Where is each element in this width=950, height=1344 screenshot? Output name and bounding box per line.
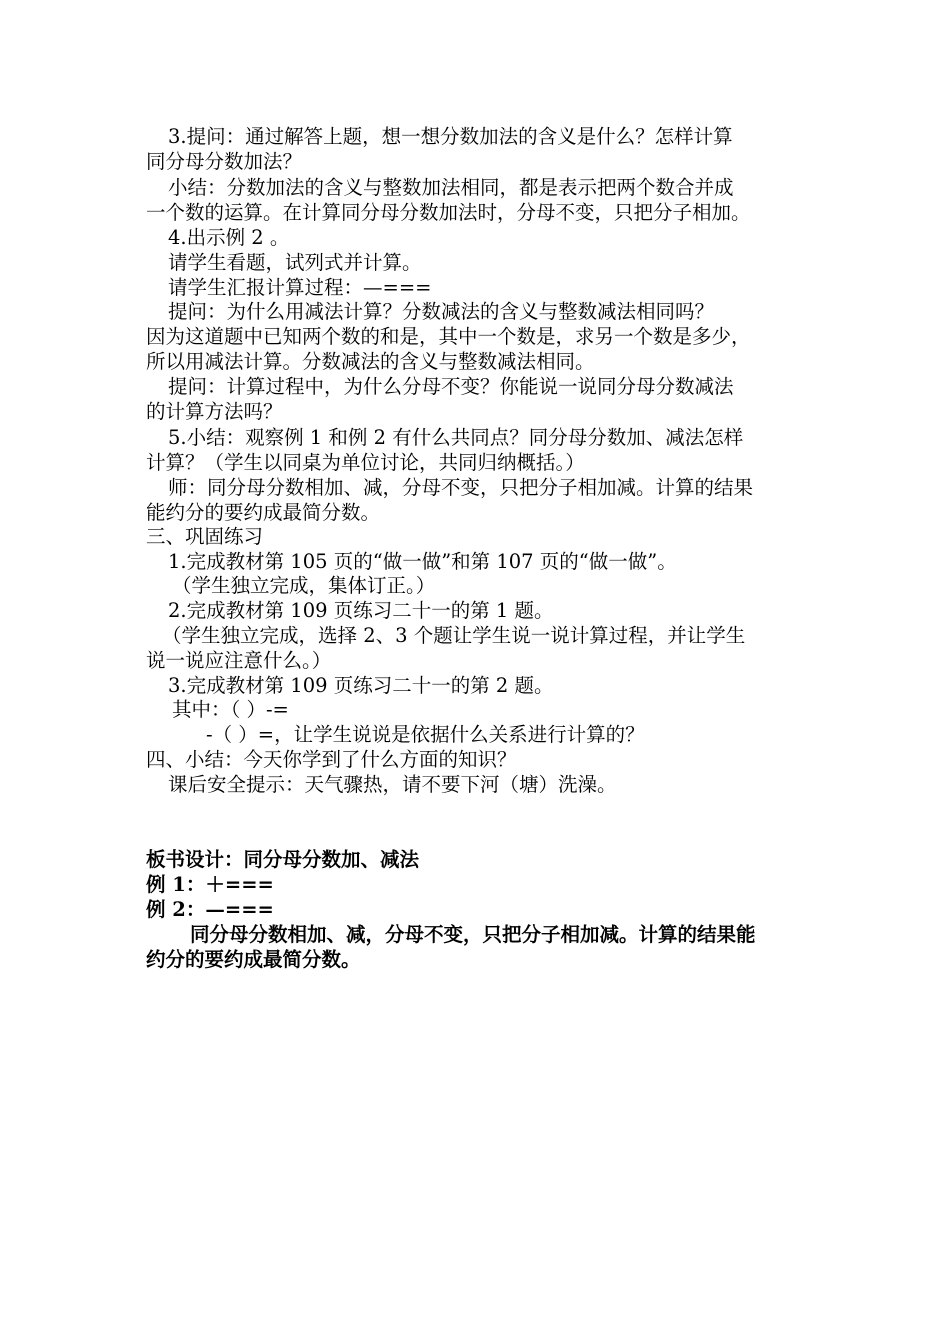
text-line: 3.提问：通过解答上题，想一想分数加法的含义是什么？怎样计算 <box>168 125 733 148</box>
board-summary-line: 约分的要约成最简分数。 <box>146 948 361 971</box>
board-summary-line: 同分母分数相加、减，分母不变，只把分子相加减。计算的结果能 <box>190 923 756 946</box>
text-line: 3.完成教材第 109 页练习二十一的第 2 题。 <box>168 674 554 697</box>
section-heading: 三、巩固练习 <box>146 525 264 548</box>
text-line: 所以用减法计算。分数减法的含义与整数减法相同。 <box>146 350 595 373</box>
text-line: 5.小结：观察例 1 和例 2 有什么共同点？同分母分数加、减法怎样 <box>168 426 744 449</box>
text-line: -（ ）=，让学生说说是依据什么关系进行计算的？ <box>206 723 645 746</box>
text-line: 同分母分数加法？ <box>146 150 303 173</box>
board-example-2: 例 2：—=== <box>146 898 274 921</box>
board-example-1: 例 1：＋=== <box>146 873 274 896</box>
text-line: 请学生看题，试列式并计算。 <box>168 251 422 274</box>
text-line: 说一说应注意什么。） <box>146 649 332 672</box>
text-line: 师：同分母分数相加、减，分母不变，只把分子相加减。计算的结果 <box>168 476 754 499</box>
text-line: 课后安全提示：天气骤热，请不要下河（塘）洗澡。 <box>168 773 617 796</box>
board-design-title: 板书设计：同分母分数加、减法 <box>146 848 420 871</box>
text-line: 1.完成教材第 105 页的“做一做”和第 107 页的“做一做”。 <box>168 550 677 573</box>
text-line: 2.完成教材第 109 页练习二十一的第 1 题。 <box>168 599 554 622</box>
text-line: 其中：（ ）-= <box>172 698 289 721</box>
text-line: 能约分的要约成最简分数。 <box>146 501 381 524</box>
text-line: 的计算方法吗？ <box>146 400 283 423</box>
text-line: 提问：计算过程中，为什么分母不变？你能说一说同分母分数减法 <box>168 375 734 398</box>
text-line: 请学生汇报计算过程：—=== <box>168 276 432 299</box>
text-line: 提问：为什么用减法计算？分数减法的含义与整数减法相同吗？ <box>168 300 715 323</box>
text-line: 一个数的运算。在计算同分母分数加法时，分母不变，只把分子相加。 <box>146 201 751 224</box>
text-line: （学生独立完成，集体订正。） <box>172 574 436 597</box>
text-line: 因为这道题中已知两个数的和是，其中一个数是，求另一个数是多少， <box>146 325 751 348</box>
section-heading: 四、小结：今天你学到了什么方面的知识？ <box>146 748 517 771</box>
text-line: 计算？（学生以同桌为单位讨论，共同归纳概括。） <box>146 451 585 474</box>
text-line: 4.出示例 2 。 <box>168 226 290 249</box>
text-line: 小结：分数加法的含义与整数加法相同，都是表示把两个数合并成 <box>168 176 734 199</box>
text-line: （学生独立完成，选择 2、3 个题让学生说一说计算过程，并让学生 <box>162 624 746 647</box>
